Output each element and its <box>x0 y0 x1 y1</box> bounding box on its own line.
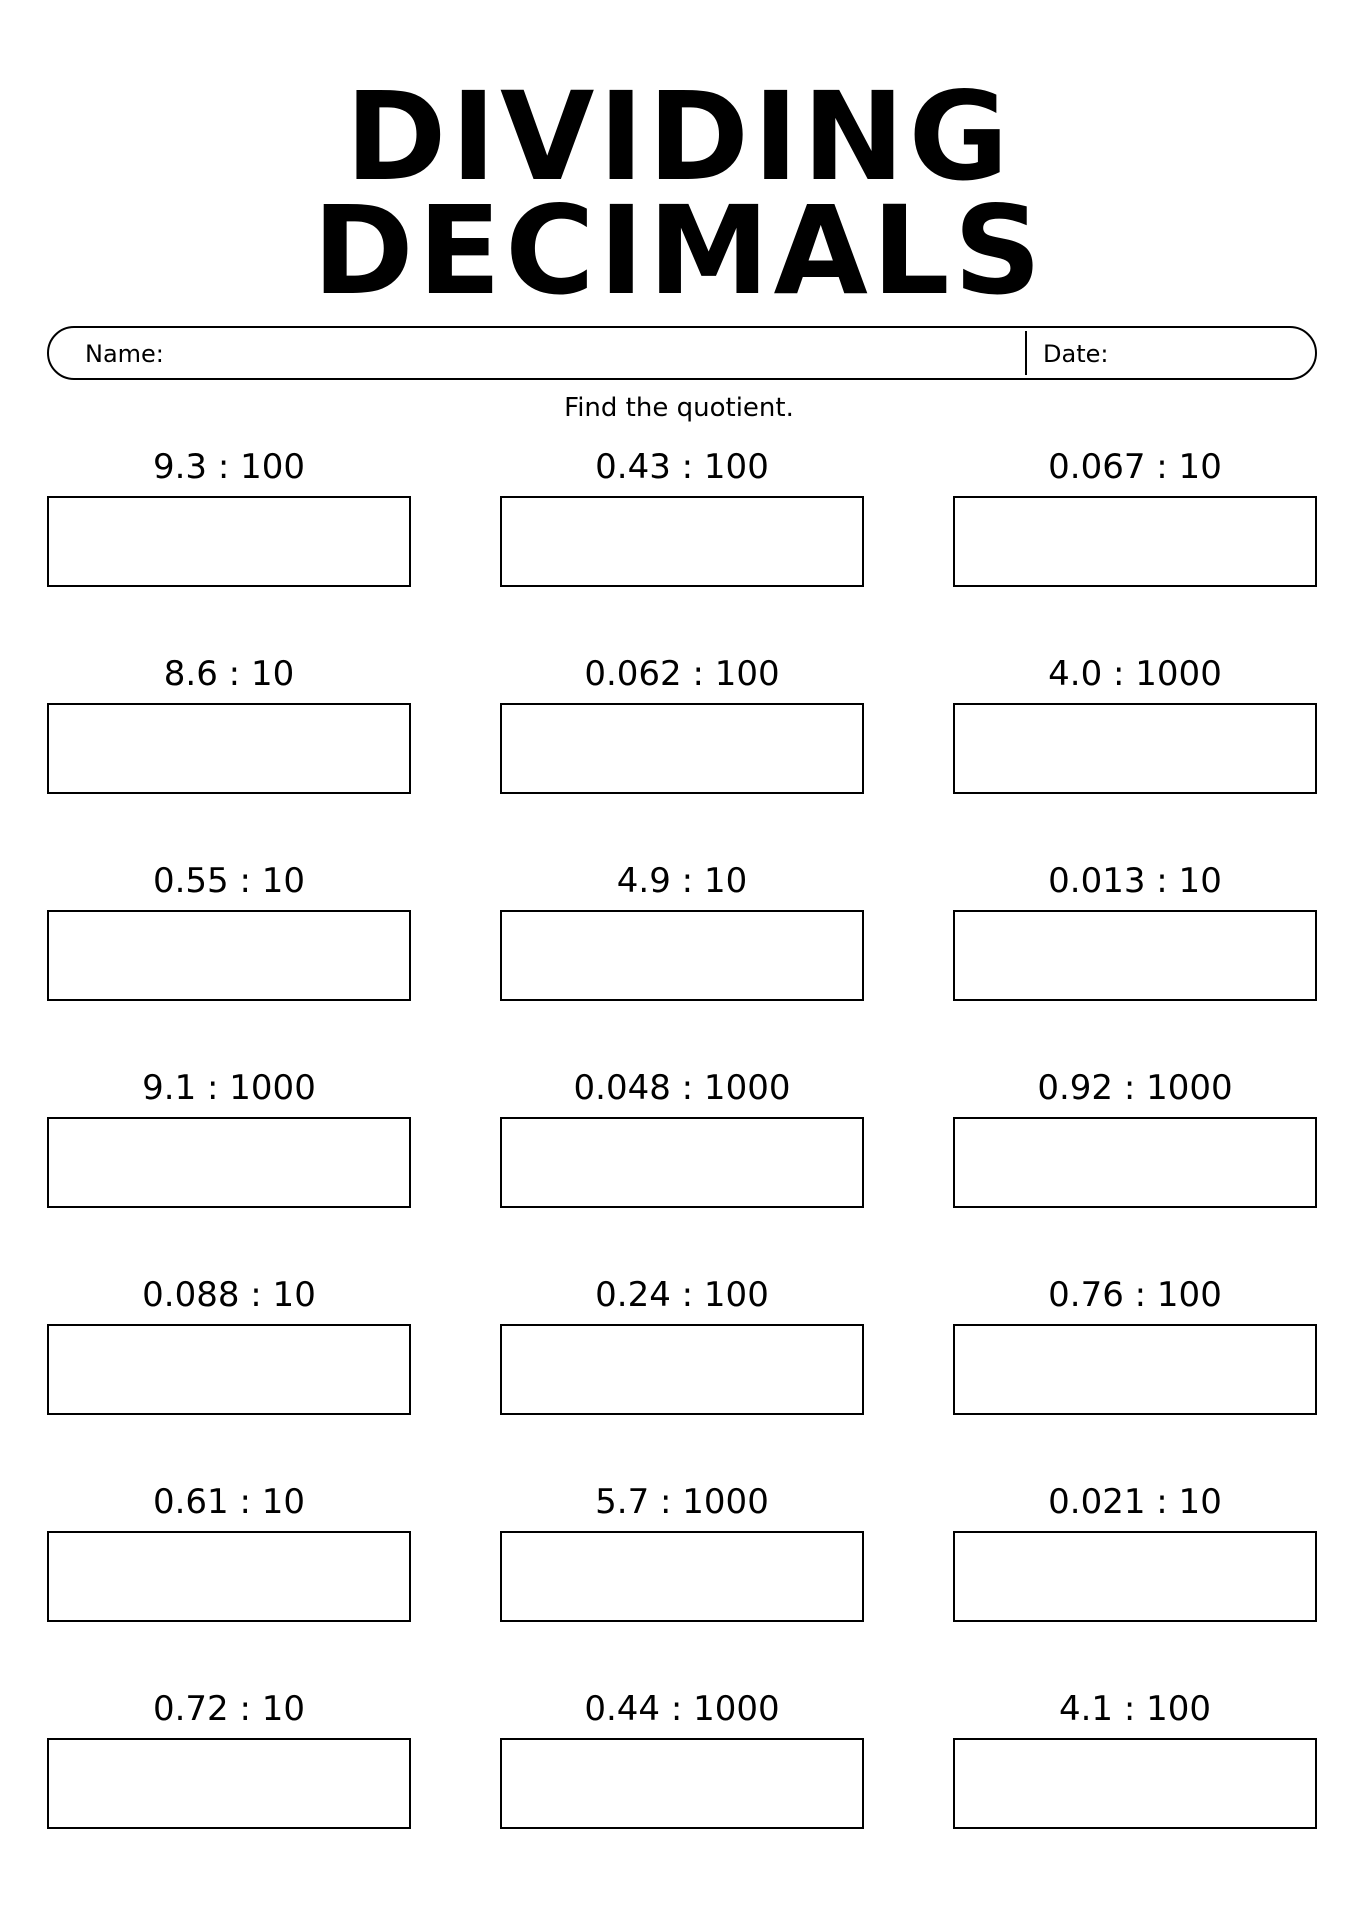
answer-box[interactable] <box>953 496 1317 587</box>
instruction-text: Find the quotient. <box>564 393 794 423</box>
problem-expression: 0.44 : 1000 <box>584 1689 780 1729</box>
problem-expression: 0.55 : 10 <box>152 861 306 901</box>
problem-expression: 9.1 : 1000 <box>142 1068 316 1108</box>
date-divider <box>1025 331 1027 375</box>
problem-expression: 4.9 : 10 <box>616 861 748 901</box>
answer-box[interactable] <box>500 703 864 794</box>
answer-box[interactable] <box>47 703 411 794</box>
answer-box[interactable] <box>47 1738 411 1829</box>
answer-box[interactable] <box>500 910 864 1001</box>
answer-box[interactable] <box>500 496 864 587</box>
answer-box[interactable] <box>500 1117 864 1208</box>
answer-box[interactable] <box>953 910 1317 1001</box>
answer-box[interactable] <box>953 1531 1317 1622</box>
answer-box[interactable] <box>953 703 1317 794</box>
problem-expression: 0.067 : 10 <box>1048 447 1222 487</box>
problem-expression: 0.088 : 10 <box>142 1275 316 1315</box>
worksheet-title-line-2: DECIMALS <box>312 180 1046 322</box>
answer-box[interactable] <box>47 1531 411 1622</box>
problem-expression: 0.24 : 100 <box>595 1275 769 1315</box>
problem-expression: 5.7 : 1000 <box>595 1482 769 1522</box>
answer-box[interactable] <box>500 1324 864 1415</box>
problem-expression: 0.43 : 100 <box>595 447 769 487</box>
name-date-bar <box>47 326 1317 380</box>
answer-box[interactable] <box>953 1117 1317 1208</box>
problem-expression: 0.062 : 100 <box>584 654 780 694</box>
problem-expression: 4.0 : 1000 <box>1048 654 1222 694</box>
answer-box[interactable] <box>953 1324 1317 1415</box>
problem-expression: 0.013 : 10 <box>1048 861 1222 901</box>
problem-expression: 0.61 : 10 <box>152 1482 306 1522</box>
answer-box[interactable] <box>953 1738 1317 1829</box>
problem-expression: 0.92 : 1000 <box>1037 1068 1233 1108</box>
problem-expression: 0.76 : 100 <box>1048 1275 1222 1315</box>
date-label: Date: <box>1043 340 1109 368</box>
answer-box[interactable] <box>500 1738 864 1829</box>
answer-box[interactable] <box>47 1324 411 1415</box>
problem-expression: 9.3 : 100 <box>152 447 306 487</box>
problem-expression: 4.1 : 100 <box>1058 1689 1212 1729</box>
name-label: Name: <box>85 340 164 368</box>
answer-box[interactable] <box>47 910 411 1001</box>
answer-box[interactable] <box>500 1531 864 1622</box>
problem-expression: 8.6 : 10 <box>163 654 295 694</box>
problem-expression: 0.021 : 10 <box>1048 1482 1222 1522</box>
problem-expression: 0.048 : 1000 <box>573 1068 791 1108</box>
worksheet-title-line-1: DIVIDING <box>345 66 1013 208</box>
problem-expression: 0.72 : 10 <box>152 1689 306 1729</box>
answer-box[interactable] <box>47 1117 411 1208</box>
answer-box[interactable] <box>47 496 411 587</box>
